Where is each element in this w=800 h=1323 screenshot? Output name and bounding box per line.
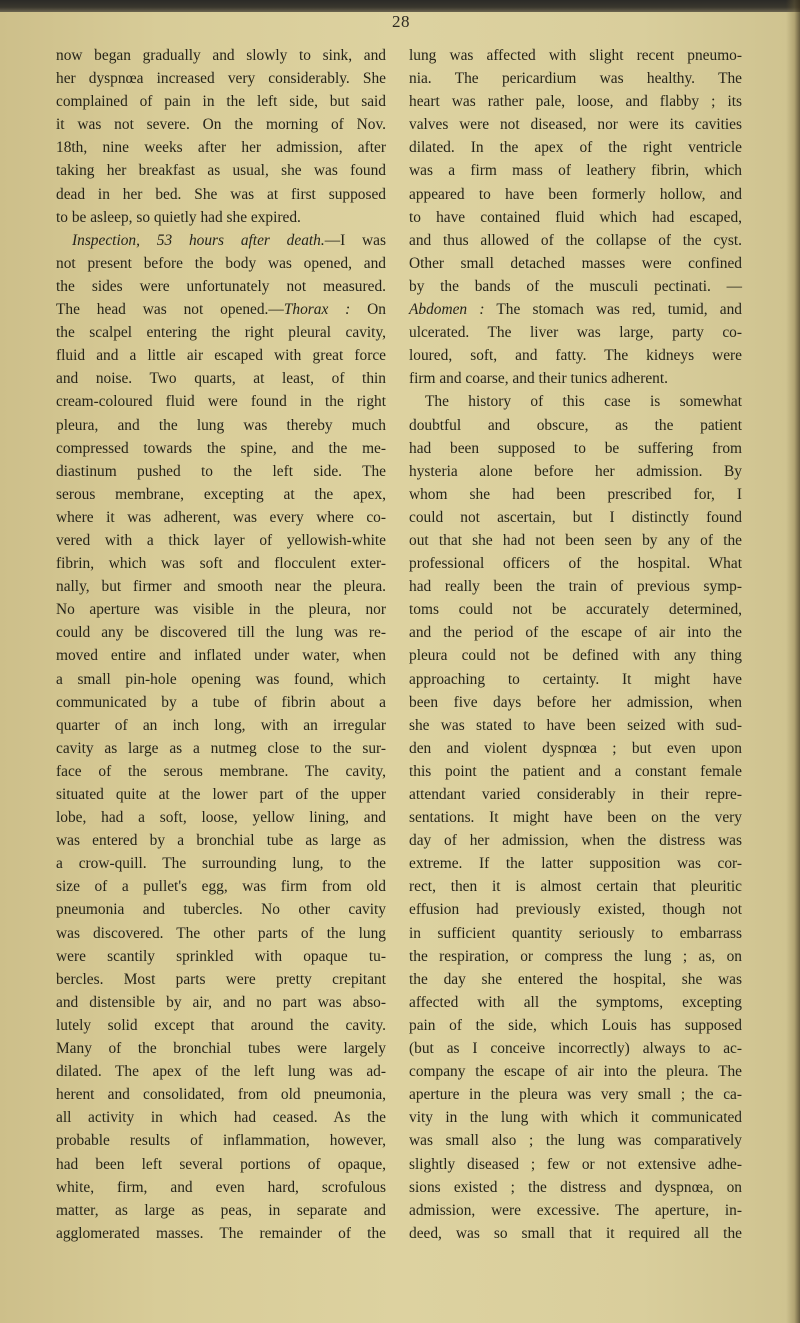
text-line [409, 598, 742, 621]
text-line [56, 344, 386, 367]
line-text: ulcerated. The liver was large, party co- [409, 324, 742, 342]
text-line [409, 529, 742, 552]
line-text: situated quite at the lower part of the upper [56, 786, 386, 803]
text-line [56, 668, 386, 691]
line-text: loured, soft, and fatty. The kidneys were [409, 347, 742, 365]
line-text: not present before the body was opened, and [56, 254, 386, 272]
line-text: pneumonia and tubercles. No other cavity [56, 901, 386, 919]
line-text: pleura, and the lung was thereby much [56, 416, 386, 434]
line-text: deed, was so small that it required all the [409, 1224, 742, 1242]
text-line [409, 206, 742, 229]
text-line [56, 644, 386, 667]
text-line [409, 1199, 742, 1222]
left-text-column [56, 44, 386, 1245]
text-line [409, 806, 742, 829]
line-text: in sufficient quantity seriously to embarrass [409, 924, 742, 942]
text-line [409, 367, 742, 390]
line-text: doubtful and obscure, as the patient [409, 416, 742, 434]
text-line [56, 621, 386, 644]
text-line [409, 714, 742, 737]
line-text: were scantily sprinkled with opaque tu- [56, 947, 386, 965]
text-line [409, 506, 742, 529]
text-line [409, 945, 742, 968]
line-text: was entered by a bronchial tube as large as [56, 832, 386, 850]
text-line [56, 506, 386, 529]
line-text: taking her breakfast as usual, she was found [56, 162, 386, 180]
text-line [409, 621, 742, 644]
text-line [56, 760, 386, 783]
text-line [409, 668, 742, 691]
text-line [56, 229, 386, 252]
text-line [56, 460, 386, 483]
text-line [409, 737, 742, 760]
line-text: and the period of the escape of air into the [409, 624, 742, 642]
line-text: (but as I conceive incorrectly) always to ac- [409, 1040, 742, 1058]
line-text: pain of the side, which Louis has supposed [409, 1016, 742, 1034]
text-line [56, 852, 386, 875]
line-text: valves were not diseased, nor were its cavities [409, 116, 742, 134]
line-text: attendant varied considerably in their repre- [409, 786, 742, 803]
text-line [409, 991, 742, 1014]
text-line [56, 1153, 386, 1176]
text-line [56, 159, 386, 182]
line-text: company the escape of air into the pleura. The [409, 1063, 742, 1081]
text-line [409, 1106, 742, 1129]
line-text: a crow-quill. The surrounding lung, to the [56, 855, 386, 873]
text-line [409, 968, 742, 991]
text-line [409, 575, 742, 598]
line-text: lobe, had a soft, loose, yellow lining, and [56, 809, 386, 827]
text-line [56, 922, 386, 945]
text-line [56, 1014, 386, 1037]
text-line [56, 1083, 386, 1106]
line-text: now began gradually and slowly to sink, and [56, 47, 386, 64]
text-line [56, 1037, 386, 1060]
text-line [409, 298, 742, 321]
text-line [56, 691, 386, 714]
text-line [409, 136, 742, 159]
line-text: The stomach was red, tumid, and [484, 301, 742, 319]
text-line [409, 552, 742, 575]
line-text: On [350, 301, 386, 319]
line-text: been five days before her admission, when [409, 693, 742, 711]
line-text: den and violent dyspnœa ; but even upon [409, 739, 742, 757]
text-line [409, 875, 742, 898]
text-line [409, 414, 742, 437]
line-text: firm and coarse, and their tunics adherent. [409, 370, 668, 388]
text-line [56, 414, 386, 437]
line-text: to have contained fluid which had escaped, [409, 208, 742, 226]
text-line [409, 1014, 742, 1037]
text-line [409, 113, 742, 136]
text-line [409, 1037, 742, 1060]
line-text: fibrin, which was soft and flocculent exter- [56, 555, 386, 573]
text-line [409, 1153, 742, 1176]
line-text: a small pin-hole opening was found, which [56, 670, 386, 688]
line-text: the day she entered the hospital, she was [409, 970, 742, 988]
text-line [409, 922, 742, 945]
line-text: had been supposed to be suffering from [409, 439, 742, 457]
line-text: could any be discovered till the lung was re- [56, 624, 386, 642]
text-line [409, 1222, 742, 1245]
line-text: white, firm, and even hard, scrofulous [56, 1178, 386, 1196]
line-text: bercles. Most parts were pretty crepitant [56, 970, 386, 988]
text-line [409, 1176, 742, 1199]
text-line [409, 691, 742, 714]
line-text: cream-coloured fluid were found in the right [56, 393, 386, 411]
line-text: to be asleep, so quietly had she expired. [56, 208, 301, 226]
text-line [56, 67, 386, 90]
line-text: had been left several portions of opaque, [56, 1155, 386, 1173]
line-text: was a firm mass of leathery fibrin, which [409, 162, 742, 180]
line-text: nally, but firmer and smooth near the pleura. [56, 578, 386, 596]
text-line [56, 945, 386, 968]
text-line [409, 460, 742, 483]
text-line [56, 898, 386, 921]
line-text: hysteria alone before her admission. By [409, 462, 742, 480]
text-line [56, 252, 386, 275]
line-text: nia. The pericardium was healthy. The [409, 70, 742, 88]
text-line [56, 598, 386, 621]
text-line [56, 737, 386, 760]
text-line [56, 206, 386, 229]
line-text: slightly diseased ; few or not extensive adhe- [409, 1155, 742, 1173]
line-text: and noise. Two quarts, at least, of thin [56, 370, 386, 388]
line-text: her dyspnœa increased very considerably. She [56, 70, 386, 88]
text-line [56, 1222, 386, 1245]
text-line [409, 67, 742, 90]
text-line [409, 1083, 742, 1106]
text-line [56, 806, 386, 829]
line-text: —I was [324, 231, 386, 249]
line-text: professional officers of the hospital. What [409, 555, 742, 573]
line-text: where it was adherent, was every where co- [56, 508, 386, 526]
text-line [409, 183, 742, 206]
text-line [409, 852, 742, 875]
line-text: complained of pain in the left side, but said [56, 93, 386, 111]
line-text: she was stated to have been seized with sud- [409, 716, 742, 734]
line-text: pleura could not be defined with any thing [409, 647, 742, 665]
text-line [56, 1060, 386, 1083]
text-line [56, 113, 386, 136]
top-edge-shadow [0, 0, 800, 12]
line-text: appeared to have been formerly hollow, and [409, 185, 742, 203]
line-text: the sides were unfortunately not measured. [56, 277, 386, 295]
text-line [409, 437, 742, 460]
text-line [56, 321, 386, 344]
text-line [56, 367, 386, 390]
text-line [409, 483, 742, 506]
text-line [56, 298, 386, 321]
line-text: herent and consolidated, from old pneumonia, [56, 1086, 386, 1104]
line-text: rect, then it is almost certain that pleuritic [409, 878, 742, 896]
right-text-column [409, 44, 742, 1245]
line-text: admission, were excessive. The aperture, in- [409, 1201, 742, 1219]
line-text: it was not severe. On the morning of Nov. [56, 116, 386, 134]
text-line [56, 183, 386, 206]
text-line [56, 529, 386, 552]
line-text: was small also ; the lung was comparatively [409, 1132, 742, 1150]
right-edge-shadow [786, 0, 800, 1323]
italic-heading: Thorax : [283, 301, 351, 319]
text-line [409, 760, 742, 783]
line-text: probable results of inflammation, however, [56, 1132, 386, 1150]
line-text: all activity in which had ceased. As the [56, 1109, 386, 1127]
line-text: lutely solid except that around the cavity. [56, 1016, 386, 1034]
line-text: aperture in the pleura was very small ; the ca- [409, 1086, 742, 1104]
line-text: lung was affected with slight recent pneumo- [409, 47, 742, 64]
line-text: sions existed ; the distress and dyspnœa, on [409, 1178, 742, 1196]
text-line [56, 875, 386, 898]
line-text: vity in the lung with which it communicated [409, 1109, 742, 1127]
text-line [56, 1129, 386, 1152]
line-text: cavity as large as a nutmeg close to the sur- [56, 739, 386, 757]
text-line [56, 44, 386, 67]
italic-heading: Abdomen : [409, 301, 485, 319]
text-line [56, 829, 386, 852]
line-text: No aperture was visible in the pleura, nor [56, 601, 386, 619]
line-text: dead in her bed. She was at first supposed [56, 185, 386, 203]
text-line [409, 783, 742, 806]
text-line [409, 344, 742, 367]
line-text: and distensible by air, and no part was abso- [56, 993, 386, 1011]
line-text: vered with a thick layer of yellowish-white [56, 531, 386, 549]
line-text: was discovered. The other parts of the lung [56, 924, 386, 942]
text-line [56, 552, 386, 575]
line-text: and thus allowed of the collapse of the cyst. [409, 231, 742, 249]
text-line [409, 252, 742, 275]
line-text: Many of the bronchial tubes were largely [56, 1040, 386, 1058]
text-line [409, 229, 742, 252]
text-line [56, 136, 386, 159]
text-line [56, 575, 386, 598]
text-line [409, 829, 742, 852]
text-line [409, 321, 742, 344]
line-text: whom she had been prescribed for, I [409, 485, 742, 503]
line-text: toms could not be accurately determined, [409, 601, 742, 619]
text-line [56, 1199, 386, 1222]
line-text: fluid and a little air escaped with great force [56, 347, 386, 365]
line-text: approaching to certainty. It might have [409, 670, 742, 688]
italic-heading: Inspection, 53 hours after death. [72, 231, 325, 249]
text-line [56, 783, 386, 806]
line-text: affected with all the symptoms, excepting [409, 993, 742, 1011]
line-text: extreme. If the latter supposition was cor- [409, 855, 742, 873]
text-line [409, 44, 742, 67]
line-text: communicated by a tube of fibrin about a [56, 693, 386, 711]
text-line [56, 1176, 386, 1199]
line-text: 18th, nine weeks after her admission, after [56, 139, 386, 157]
text-line [409, 275, 742, 298]
text-line [409, 90, 742, 113]
text-line [56, 437, 386, 460]
text-line [409, 159, 742, 182]
page-number: 28 [392, 12, 410, 31]
line-text: serous membrane, excepting at the apex, [56, 485, 386, 503]
line-text: diastinum pushed to the left side. The [56, 462, 386, 480]
line-text: Other small detached masses were confined [409, 254, 742, 272]
text-line [56, 1106, 386, 1129]
text-line [56, 991, 386, 1014]
line-text: effusion had previously existed, though not [409, 901, 742, 919]
line-text: The history of this case is somewhat [425, 393, 742, 411]
line-text: this point the patient and a constant female [409, 762, 742, 780]
text-line [56, 390, 386, 413]
line-text: could not ascertain, but I distinctly found [409, 508, 742, 526]
line-text: by the bands of the musculi pectinati. — [409, 277, 742, 295]
line-text: dilated. The apex of the left lung was ad- [56, 1063, 386, 1081]
line-text: had really been the train of previous symp- [409, 578, 742, 596]
line-text: moved entire and inflated under water, when [56, 647, 386, 665]
line-text: quarter of an inch long, with an irregular [56, 716, 386, 734]
line-text: agglomerated masses. The remainder of the [56, 1224, 386, 1242]
line-text: the scalpel entering the right pleural cavity, [56, 324, 386, 342]
line-text: matter, as large as peas, in separate and [56, 1201, 386, 1219]
text-line [56, 275, 386, 298]
text-line [56, 968, 386, 991]
line-text: size of a pullet's egg, was firm from old [56, 878, 386, 896]
line-text: out that she had not been seen by any of the [409, 531, 742, 549]
line-text: compressed towards the spine, and the me- [56, 439, 386, 457]
line-text: The head was not opened.— [56, 301, 284, 319]
line-text: face of the serous membrane. The cavity, [56, 762, 386, 780]
line-text: heart was rather pale, loose, and flabby ; its [409, 93, 742, 111]
text-line [56, 714, 386, 737]
text-line [56, 483, 386, 506]
text-line [409, 1129, 742, 1152]
line-text: the respiration, or compress the lung ; as, on [409, 947, 742, 965]
line-text: dilated. In the apex of the right ventricle [409, 139, 742, 157]
text-line [409, 644, 742, 667]
text-line [409, 898, 742, 921]
line-text: day of her admission, when the distress was [409, 832, 742, 850]
text-line [56, 90, 386, 113]
line-text: sentations. It might have been on the very [409, 809, 742, 827]
text-line [409, 390, 742, 413]
text-line [409, 1060, 742, 1083]
